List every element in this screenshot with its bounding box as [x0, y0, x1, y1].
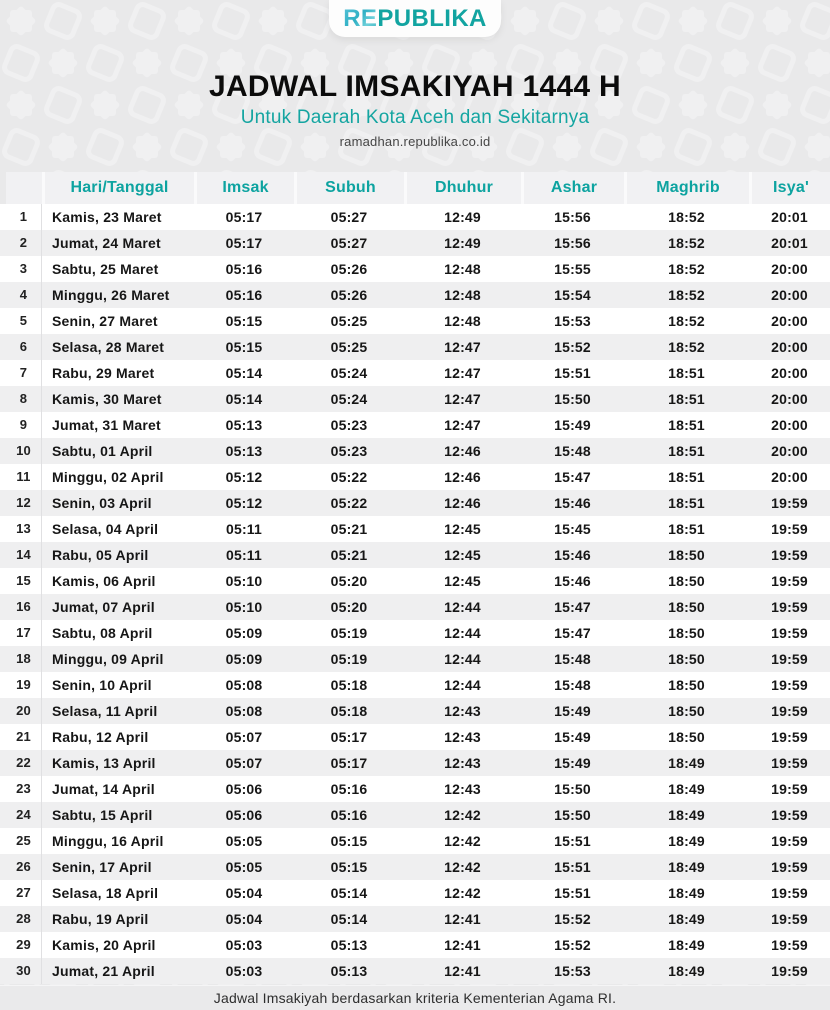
day-date-cell: Sabtu, 01 April	[52, 443, 153, 459]
subuh-cell: 05:16	[330, 807, 368, 823]
table-row	[0, 386, 830, 412]
table-row	[0, 542, 830, 568]
imsak-cell: 05:04	[225, 911, 263, 927]
isya-cell: 19:59	[771, 573, 808, 589]
table-row	[0, 776, 830, 802]
subuh-cell: 05:20	[330, 573, 368, 589]
ashar-cell: 15:51	[554, 859, 591, 875]
day-date-cell: Rabu, 29 Maret	[52, 365, 155, 381]
subuh-cell: 05:13	[330, 937, 368, 953]
ashar-cell: 15:56	[554, 209, 591, 225]
ashar-cell: 15:51	[554, 885, 591, 901]
table-row	[0, 204, 830, 230]
row-number: 7	[6, 360, 42, 386]
subuh-cell: 05:27	[330, 235, 368, 251]
isya-cell: 19:59	[771, 729, 808, 745]
table-row	[0, 464, 830, 490]
row-number: 22	[6, 750, 42, 776]
isya-cell: 19:59	[771, 963, 808, 979]
imsak-cell: 05:07	[225, 755, 263, 771]
dhuhur-cell: 12:43	[444, 729, 481, 745]
republika-logo	[329, 0, 501, 37]
maghrib-cell: 18:52	[668, 287, 705, 303]
dhuhur-cell: 12:45	[444, 547, 481, 563]
column-header-ashar: Ashar	[521, 172, 624, 204]
imsak-cell: 05:15	[225, 313, 263, 329]
imsak-cell: 05:14	[225, 391, 263, 407]
subuh-cell: 05:23	[330, 417, 368, 433]
imsak-cell: 05:12	[225, 469, 263, 485]
isya-cell: 19:59	[771, 677, 808, 693]
row-number: 9	[6, 412, 42, 438]
ashar-cell: 15:50	[554, 807, 591, 823]
table-row	[0, 308, 830, 334]
dhuhur-cell: 12:44	[444, 651, 481, 667]
dhuhur-cell: 12:48	[444, 313, 481, 329]
maghrib-cell: 18:49	[668, 911, 705, 927]
table-row	[0, 906, 830, 932]
isya-cell: 19:59	[771, 833, 808, 849]
ashar-cell: 15:45	[554, 521, 591, 537]
table-row	[0, 360, 830, 386]
row-number: 14	[6, 542, 42, 568]
page-title: JADWAL IMSAKIYAH 1444 H	[208, 70, 622, 103]
isya-cell: 19:59	[771, 599, 808, 615]
isya-cell: 19:59	[771, 911, 808, 927]
ashar-cell: 15:46	[554, 573, 591, 589]
maghrib-cell: 18:49	[668, 781, 705, 797]
dhuhur-cell: 12:44	[444, 599, 481, 615]
subuh-cell: 05:21	[330, 521, 368, 537]
subuh-cell: 05:19	[330, 651, 368, 667]
column-header-day: Hari/Tanggal	[42, 172, 194, 204]
day-date-cell: Sabtu, 25 Maret	[52, 261, 159, 277]
dhuhur-cell: 12:41	[444, 963, 481, 979]
imsak-cell: 05:10	[225, 573, 263, 589]
table-row	[0, 698, 830, 724]
imsak-cell: 05:09	[225, 625, 263, 641]
table-row	[0, 516, 830, 542]
dhuhur-cell: 12:45	[444, 521, 481, 537]
dhuhur-cell: 12:43	[444, 703, 481, 719]
ashar-cell: 15:48	[554, 677, 591, 693]
row-number: 10	[6, 438, 42, 464]
subuh-cell: 05:22	[330, 469, 368, 485]
subuh-cell: 05:17	[330, 729, 368, 745]
subuh-cell: 05:14	[330, 911, 368, 927]
imsak-cell: 05:07	[225, 729, 263, 745]
day-date-cell: Minggu, 26 Maret	[52, 287, 170, 303]
dhuhur-cell: 12:46	[444, 495, 481, 511]
row-number: 27	[6, 880, 42, 906]
table-row	[0, 594, 830, 620]
imsak-cell: 05:10	[225, 599, 263, 615]
imsak-cell: 05:13	[225, 417, 263, 433]
subuh-cell: 05:14	[330, 885, 368, 901]
day-date-cell: Jumat, 14 April	[52, 781, 155, 797]
day-date-cell: Jumat, 07 April	[52, 599, 155, 615]
subuh-cell: 05:26	[330, 287, 368, 303]
imsak-cell: 05:14	[225, 365, 263, 381]
isya-cell: 20:01	[771, 209, 808, 225]
imsak-cell: 05:05	[225, 859, 263, 875]
subuh-cell: 05:15	[330, 833, 368, 849]
maghrib-cell: 18:51	[668, 391, 705, 407]
isya-cell: 19:59	[771, 807, 808, 823]
schedule-table	[0, 172, 830, 984]
maghrib-cell: 18:52	[668, 235, 705, 251]
isya-cell: 19:59	[771, 651, 808, 667]
ashar-cell: 15:51	[554, 833, 591, 849]
dhuhur-cell: 12:47	[444, 339, 481, 355]
table-row	[0, 438, 830, 464]
imsak-cell: 05:08	[225, 677, 263, 693]
subuh-cell: 05:20	[330, 599, 368, 615]
day-date-cell: Minggu, 16 April	[52, 833, 164, 849]
subuh-cell: 05:17	[330, 755, 368, 771]
republika-logo-publika: PUBLIKA	[377, 4, 487, 32]
table-row	[0, 490, 830, 516]
day-date-cell: Kamis, 23 Maret	[52, 209, 162, 225]
dhuhur-cell: 12:41	[444, 911, 481, 927]
table-body	[0, 204, 830, 984]
ashar-cell: 15:46	[554, 547, 591, 563]
row-number: 30	[6, 958, 42, 984]
day-date-cell: Sabtu, 15 April	[52, 807, 153, 823]
dhuhur-cell: 12:43	[444, 781, 481, 797]
maghrib-cell: 18:50	[668, 547, 705, 563]
ashar-cell: 15:49	[554, 703, 591, 719]
ashar-cell: 15:48	[554, 651, 591, 667]
day-date-cell: Minggu, 02 April	[52, 469, 164, 485]
maghrib-cell: 18:49	[668, 807, 705, 823]
row-number: 21	[6, 724, 42, 750]
republika-logo-re: RE	[343, 4, 378, 32]
column-header-imsak: Imsak	[194, 172, 294, 204]
table-row	[0, 282, 830, 308]
imsak-cell: 05:15	[225, 339, 263, 355]
isya-cell: 20:01	[771, 235, 808, 251]
ashar-cell: 15:52	[554, 339, 591, 355]
ashar-cell: 15:48	[554, 443, 591, 459]
day-date-cell: Rabu, 19 April	[52, 911, 149, 927]
dhuhur-cell: 12:45	[444, 573, 481, 589]
maghrib-cell: 18:50	[668, 625, 705, 641]
row-number: 11	[6, 464, 42, 490]
maghrib-cell: 18:51	[668, 417, 705, 433]
isya-cell: 19:59	[771, 937, 808, 953]
isya-cell: 20:00	[771, 365, 808, 381]
ashar-cell: 15:54	[554, 287, 591, 303]
day-date-cell: Kamis, 06 April	[52, 573, 156, 589]
day-date-cell: Kamis, 20 April	[52, 937, 156, 953]
imsak-cell: 05:03	[225, 937, 263, 953]
dhuhur-cell: 12:42	[444, 859, 481, 875]
day-date-cell: Selasa, 11 April	[52, 703, 158, 719]
day-date-cell: Jumat, 21 April	[52, 963, 155, 979]
row-number: 24	[6, 802, 42, 828]
table-row	[0, 620, 830, 646]
page-subtitle: Untuk Daerah Kota Aceh dan Sekitarnya	[240, 107, 590, 128]
subuh-cell: 05:18	[330, 677, 368, 693]
row-number: 2	[6, 230, 42, 256]
maghrib-cell: 18:50	[668, 677, 705, 693]
day-date-cell: Kamis, 13 April	[52, 755, 156, 771]
table-row	[0, 958, 830, 984]
row-number: 18	[6, 646, 42, 672]
dhuhur-cell: 12:41	[444, 937, 481, 953]
maghrib-cell: 18:50	[668, 703, 705, 719]
imsak-cell: 05:04	[225, 885, 263, 901]
maghrib-cell: 18:50	[668, 729, 705, 745]
row-number: 8	[6, 386, 42, 412]
isya-cell: 20:00	[771, 391, 808, 407]
ashar-cell: 15:52	[554, 911, 591, 927]
subuh-cell: 05:27	[330, 209, 368, 225]
imsak-cell: 05:11	[225, 521, 263, 537]
ashar-cell: 15:53	[554, 963, 591, 979]
day-date-cell: Selasa, 28 Maret	[52, 339, 165, 355]
subuh-cell: 05:25	[330, 313, 368, 329]
table-row	[0, 932, 830, 958]
maghrib-cell: 18:51	[668, 521, 705, 537]
dhuhur-cell: 12:48	[444, 287, 481, 303]
column-header-isya: Isya'	[749, 172, 830, 204]
ashar-cell: 15:49	[554, 755, 591, 771]
isya-cell: 20:00	[771, 417, 808, 433]
table-row	[0, 646, 830, 672]
ashar-cell: 15:56	[554, 235, 591, 251]
dhuhur-cell: 12:49	[444, 235, 481, 251]
isya-cell: 20:00	[771, 443, 808, 459]
table-row	[0, 412, 830, 438]
day-date-cell: Selasa, 18 April	[52, 885, 159, 901]
row-number: 19	[6, 672, 42, 698]
imsak-cell: 05:09	[225, 651, 263, 667]
table-row	[0, 724, 830, 750]
ashar-cell: 15:52	[554, 937, 591, 953]
subuh-cell: 05:25	[330, 339, 368, 355]
maghrib-cell: 18:49	[668, 963, 705, 979]
day-date-cell: Senin, 17 April	[52, 859, 152, 875]
maghrib-cell: 18:49	[668, 833, 705, 849]
table-row	[0, 750, 830, 776]
day-date-cell: Minggu, 09 April	[52, 651, 164, 667]
imsak-cell: 05:03	[225, 963, 263, 979]
isya-cell: 20:00	[771, 261, 808, 277]
ashar-cell: 15:50	[554, 391, 591, 407]
table-row	[0, 880, 830, 906]
maghrib-cell: 18:49	[668, 937, 705, 953]
imsak-cell: 05:05	[225, 833, 263, 849]
subuh-cell: 05:24	[330, 365, 368, 381]
table-row	[0, 256, 830, 282]
isya-cell: 19:59	[771, 755, 808, 771]
row-number: 20	[6, 698, 42, 724]
table-row	[0, 854, 830, 880]
maghrib-cell: 18:50	[668, 651, 705, 667]
dhuhur-cell: 12:44	[444, 625, 481, 641]
column-header-subuh: Subuh	[294, 172, 404, 204]
isya-cell: 20:00	[771, 287, 808, 303]
isya-cell: 19:59	[771, 521, 808, 537]
imsak-cell: 05:08	[225, 703, 263, 719]
dhuhur-cell: 12:42	[444, 833, 481, 849]
column-header-dhuhur: Dhuhur	[404, 172, 521, 204]
table-row	[0, 230, 830, 256]
maghrib-cell: 18:49	[668, 885, 705, 901]
day-date-cell: Kamis, 30 Maret	[52, 391, 162, 407]
day-date-cell: Jumat, 24 Maret	[52, 235, 161, 251]
subuh-cell: 05:23	[330, 443, 368, 459]
maghrib-cell: 18:51	[668, 495, 705, 511]
ashar-cell: 15:47	[554, 625, 591, 641]
ashar-cell: 15:50	[554, 781, 591, 797]
subuh-cell: 05:18	[330, 703, 368, 719]
imsak-cell: 05:06	[225, 781, 263, 797]
day-date-cell: Senin, 10 April	[52, 677, 152, 693]
day-date-cell: Jumat, 31 Maret	[52, 417, 161, 433]
subuh-cell: 05:15	[330, 859, 368, 875]
row-number: 3	[6, 256, 42, 282]
isya-cell: 19:59	[771, 625, 808, 641]
row-number: 6	[6, 334, 42, 360]
isya-cell: 19:59	[771, 859, 808, 875]
dhuhur-cell: 12:46	[444, 469, 481, 485]
dhuhur-cell: 12:47	[444, 365, 481, 381]
column-header-number	[6, 172, 42, 204]
ashar-cell: 15:51	[554, 365, 591, 381]
row-number: 15	[6, 568, 42, 594]
subuh-cell: 05:13	[330, 963, 368, 979]
dhuhur-cell: 12:44	[444, 677, 481, 693]
maghrib-cell: 18:51	[668, 365, 705, 381]
row-number: 26	[6, 854, 42, 880]
maghrib-cell: 18:49	[668, 755, 705, 771]
column-header-maghrib: Maghrib	[624, 172, 749, 204]
ashar-cell: 15:49	[554, 729, 591, 745]
dhuhur-cell: 12:42	[444, 807, 481, 823]
row-number: 25	[6, 828, 42, 854]
subuh-cell: 05:16	[330, 781, 368, 797]
imsak-cell: 05:17	[225, 235, 263, 251]
day-date-cell: Senin, 27 Maret	[52, 313, 158, 329]
website-url: ramadhan.republika.co.id	[339, 134, 491, 149]
row-number: 12	[6, 490, 42, 516]
maghrib-cell: 18:51	[668, 469, 705, 485]
isya-cell: 20:00	[771, 339, 808, 355]
dhuhur-cell: 12:43	[444, 755, 481, 771]
table-row	[0, 672, 830, 698]
subuh-cell: 05:22	[330, 495, 368, 511]
maghrib-cell: 18:50	[668, 599, 705, 615]
imsak-cell: 05:06	[225, 807, 263, 823]
footer-note-bar	[0, 985, 830, 1010]
row-number: 1	[6, 204, 42, 230]
ashar-cell: 15:46	[554, 495, 591, 511]
table-row	[0, 568, 830, 594]
maghrib-cell: 18:52	[668, 209, 705, 225]
isya-cell: 19:59	[771, 781, 808, 797]
table-row	[0, 334, 830, 360]
footer-note: Jadwal Imsakiyah berdasarkan kriteria Kementerian Agama RI.	[213, 990, 617, 1006]
table-header	[0, 172, 830, 204]
subuh-cell: 05:26	[330, 261, 368, 277]
row-number: 28	[6, 906, 42, 932]
dhuhur-cell: 12:48	[444, 261, 481, 277]
ashar-cell: 15:47	[554, 469, 591, 485]
imsak-cell: 05:11	[225, 547, 263, 563]
dhuhur-cell: 12:47	[444, 391, 481, 407]
row-number: 23	[6, 776, 42, 802]
ashar-cell: 15:53	[554, 313, 591, 329]
day-date-cell: Senin, 03 April	[52, 495, 152, 511]
subuh-cell: 05:24	[330, 391, 368, 407]
ashar-cell: 15:47	[554, 599, 591, 615]
imsak-cell: 05:12	[225, 495, 263, 511]
day-date-cell: Rabu, 05 April	[52, 547, 149, 563]
imsak-cell: 05:16	[225, 261, 263, 277]
row-number: 16	[6, 594, 42, 620]
row-number: 29	[6, 932, 42, 958]
isya-cell: 19:59	[771, 547, 808, 563]
table-row	[0, 828, 830, 854]
day-date-cell: Rabu, 12 April	[52, 729, 149, 745]
maghrib-cell: 18:52	[668, 339, 705, 355]
subuh-cell: 05:21	[330, 547, 368, 563]
subuh-cell: 05:19	[330, 625, 368, 641]
maghrib-cell: 18:52	[668, 313, 705, 329]
isya-cell: 20:00	[771, 313, 808, 329]
dhuhur-cell: 12:42	[444, 885, 481, 901]
row-number: 5	[6, 308, 42, 334]
day-date-cell: Sabtu, 08 April	[52, 625, 153, 641]
dhuhur-cell: 12:49	[444, 209, 481, 225]
isya-cell: 19:59	[771, 495, 808, 511]
maghrib-cell: 18:49	[668, 859, 705, 875]
isya-cell: 19:59	[771, 703, 808, 719]
maghrib-cell: 18:51	[668, 443, 705, 459]
row-number: 17	[6, 620, 42, 646]
row-number: 4	[6, 282, 42, 308]
isya-cell: 19:59	[771, 885, 808, 901]
isya-cell: 20:00	[771, 469, 808, 485]
row-number: 13	[6, 516, 42, 542]
dhuhur-cell: 12:46	[444, 443, 481, 459]
day-date-cell: Selasa, 04 April	[52, 521, 159, 537]
imsak-cell: 05:13	[225, 443, 263, 459]
table-row	[0, 802, 830, 828]
imsak-cell: 05:17	[225, 209, 263, 225]
imsak-cell: 05:16	[225, 287, 263, 303]
maghrib-cell: 18:50	[668, 573, 705, 589]
ashar-cell: 15:55	[554, 261, 591, 277]
maghrib-cell: 18:52	[668, 261, 705, 277]
ashar-cell: 15:49	[554, 417, 591, 433]
dhuhur-cell: 12:47	[444, 417, 481, 433]
